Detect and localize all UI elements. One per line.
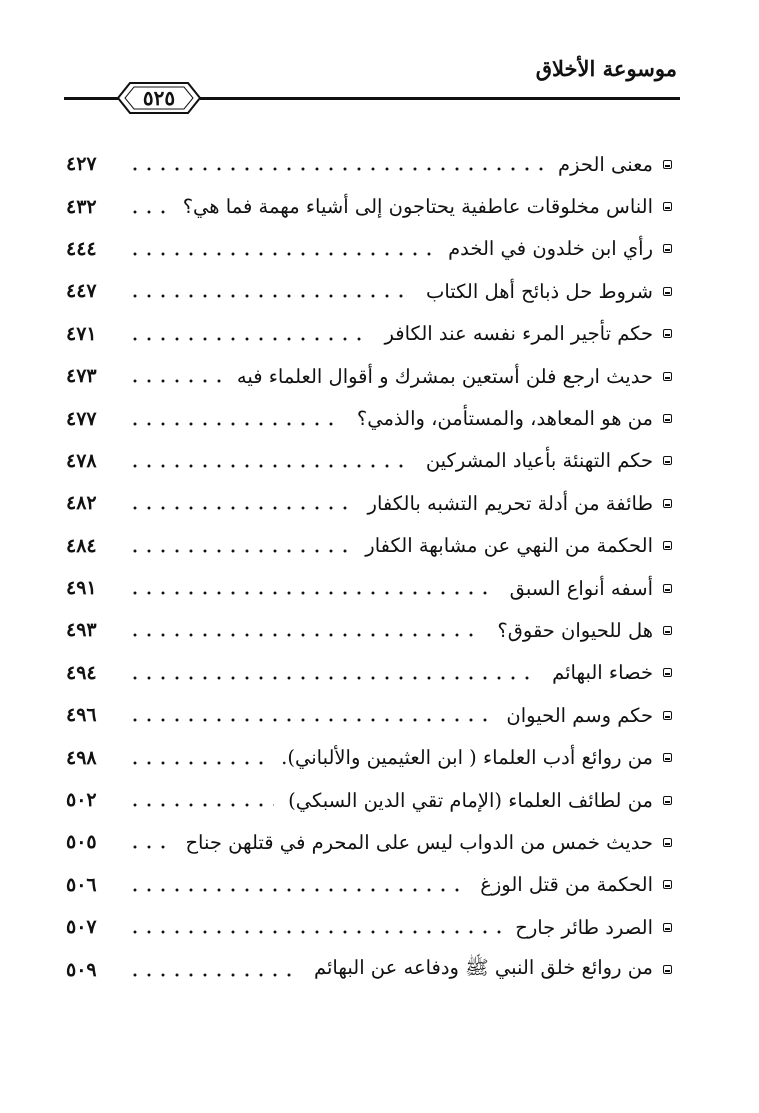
toc-entry-title: حكم تأجير المرء نفسه عند الكافر (384, 322, 653, 346)
dot-leader (128, 590, 496, 596)
bullet-icon (663, 626, 672, 635)
toc-entry-page: ٤٣٢ (66, 195, 97, 218)
toc-entry-title: الصرد طائر جارح (515, 915, 653, 939)
bullet-icon (663, 372, 672, 381)
bullet-icon (663, 541, 672, 550)
toc-entry-title: من لطائف العلماء (الإمام تقي الدين السبكي) (288, 788, 653, 812)
toc-entry (66, 736, 672, 778)
toc-entry-page: ٤٧٣ (66, 365, 97, 388)
toc-entry (66, 779, 672, 821)
toc-entry-page: ٤٤٤ (66, 237, 97, 260)
toc-entry (66, 185, 672, 227)
toc-entry (66, 228, 672, 270)
toc-entry-page: ٤٩٦ (66, 704, 97, 727)
toc-entry (66, 652, 672, 694)
bullet-icon (663, 287, 672, 296)
bullet-icon (663, 160, 672, 169)
dot-leader (128, 972, 300, 978)
bullet-icon (663, 796, 672, 805)
dot-leader (128, 251, 434, 257)
toc-entry-title: من روائع أدب العلماء ( ابن العثيمين والألباني). (281, 746, 653, 770)
toc-entry (66, 864, 672, 906)
toc-entry (66, 567, 672, 609)
toc-entry (66, 694, 672, 736)
page-number: ٥٢٥ (142, 86, 176, 110)
dot-leader (128, 209, 169, 215)
toc-entry-page: ٥٠٩ (66, 958, 97, 981)
dot-leader (128, 887, 466, 893)
dot-leader (128, 675, 538, 681)
page-header (0, 0, 759, 130)
bullet-icon (663, 499, 672, 508)
toc-entry-title: معنى الحزم (558, 152, 653, 176)
bullet-icon (663, 923, 672, 932)
dot-leader (128, 844, 171, 850)
toc-entry-title: أسفه أنواع السبق (509, 576, 653, 600)
bullet-icon (663, 414, 672, 423)
dot-leader (128, 717, 492, 723)
toc-entry-page: ٤٧٨ (66, 449, 97, 472)
header-rule-right (200, 97, 680, 100)
page-number-badge (116, 80, 202, 116)
toc-entry (66, 906, 672, 948)
book-title: موسوعة الأخلاق (535, 56, 677, 81)
toc-entry-page: ٤٩٨ (66, 746, 97, 769)
toc-entry-title: حديث ارجع فلن أستعين بمشرك و أقوال العلماء فيه (236, 364, 653, 388)
bullet-icon (663, 711, 672, 720)
toc-entry-title: من روائع خلق النبي ﷺ ودفاعه عن البهائم (314, 955, 653, 979)
dot-leader (128, 421, 343, 427)
toc-entry (66, 821, 672, 863)
toc-entry (66, 440, 672, 482)
toc-entry-title: الحكمة من قتل الوزغ (480, 873, 653, 897)
dot-leader (128, 802, 274, 808)
dot-leader (128, 632, 483, 638)
bullet-icon (663, 244, 672, 253)
dot-leader (128, 166, 544, 172)
toc-entry-title: رأي ابن خلدون في الخدم (448, 237, 653, 261)
dot-leader (128, 929, 501, 935)
bullet-icon (663, 584, 672, 593)
dot-leader (128, 463, 412, 469)
toc-entry-title: من هو المعاهد، والمستأمن، والذمي؟ (356, 407, 653, 431)
toc-entry (66, 355, 672, 397)
toc-entry-title: الحكمة من النهي عن مشابهة الكفار (365, 534, 653, 558)
toc-entry-title: الناس مخلوقات عاطفية يحتاجون إلى أشياء مهمة فما هي؟ (182, 195, 653, 219)
dot-leader (128, 505, 354, 511)
toc-entry (66, 525, 672, 567)
toc-entry-page: ٥٠٧ (66, 916, 97, 939)
toc-entry-page: ٤٢٧ (66, 153, 97, 176)
bullet-icon (663, 456, 672, 465)
toc-entry (66, 397, 672, 439)
dot-leader (128, 760, 267, 766)
bullet-icon (663, 668, 672, 677)
toc-entry-title: هل للحيوان حقوق؟ (497, 618, 653, 642)
table-of-contents (66, 143, 672, 991)
toc-entry-title: حكم وسم الحيوان (506, 703, 653, 727)
toc-entry (66, 313, 672, 355)
toc-entry-title: طائفة من أدلة تحريم التشبه بالكفار (367, 491, 653, 515)
toc-entry (66, 482, 672, 524)
dot-leader (128, 293, 412, 299)
bullet-icon (663, 753, 672, 762)
bullet-icon (663, 329, 672, 338)
bullet-icon (663, 965, 672, 974)
dot-leader (128, 548, 351, 554)
toc-entry-page: ٥٠٢ (66, 789, 97, 812)
toc-entry-page: ٤٩٣ (66, 619, 97, 642)
toc-entry-title: حكم التهنئة بأعياد المشركين (425, 449, 653, 473)
toc-entry-title: خصاء البهائم (552, 661, 653, 685)
toc-entry-page: ٤٧٧ (66, 407, 97, 430)
toc-entry-page: ٥٠٥ (66, 831, 97, 854)
header-rule-left (64, 97, 118, 100)
bullet-icon (663, 838, 672, 847)
toc-entry (66, 609, 672, 651)
toc-entry (66, 270, 672, 312)
bullet-icon (663, 202, 672, 211)
dot-leader (128, 378, 223, 384)
toc-entry-page: ٥٠٦ (66, 873, 97, 896)
toc-entry-page: ٤٨٢ (66, 492, 97, 515)
dot-leader (128, 336, 371, 342)
toc-entry-page: ٤٩٤ (66, 661, 97, 684)
toc-entry-page: ٤٩١ (66, 577, 97, 600)
toc-entry-title: شروط حل ذبائح أهل الكتاب (425, 279, 653, 303)
toc-entry-page: ٤٨٤ (66, 534, 97, 557)
toc-entry-title: حديث خمس من الدواب ليس على المحرم في قتلهن جناح (185, 830, 653, 854)
bullet-icon (663, 880, 672, 889)
toc-entry-page: ٤٧١ (66, 322, 97, 345)
toc-entry (66, 948, 672, 990)
toc-entry (66, 143, 672, 185)
toc-entry-page: ٤٤٧ (66, 280, 97, 303)
